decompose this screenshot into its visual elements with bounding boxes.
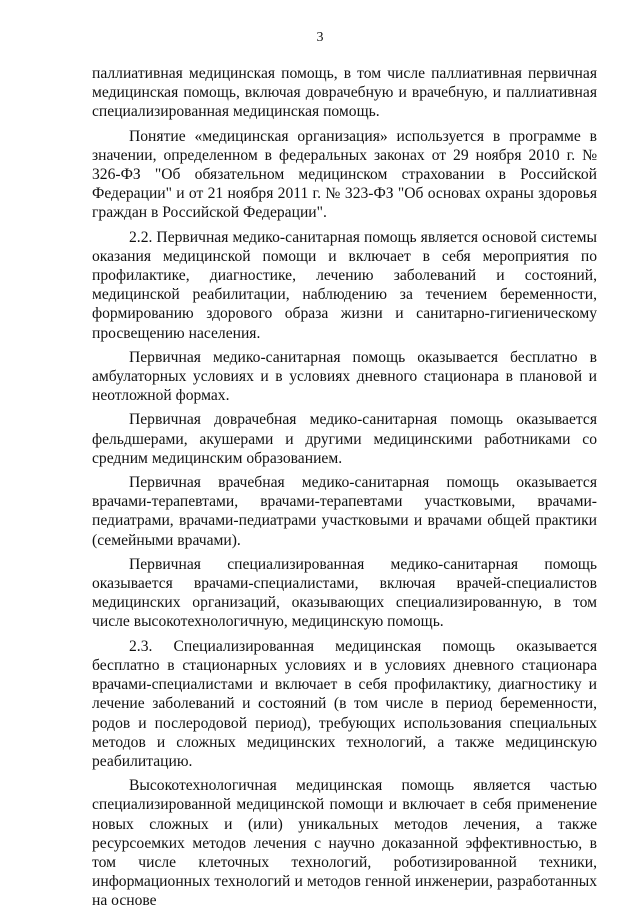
paragraph-pre-doctor-care: Первичная доврачебная медико-санитарная помощь оказывается фельдшерами, акушерами и другими медицинскими работниками со средним медицинским образованием.: [92, 411, 597, 467]
page-number: 3: [316, 30, 324, 45]
paragraph-specialized-primary-care: Первичная специализированная медико-санитарная помощь оказывается врачами-специалистами, включая врачей-специалистов медицинских организаций, оказывающих специализированную, в том числе высокотехнологичную, медицинскую помощь.: [92, 555, 597, 631]
paragraph-doctor-primary-care: Первичная врачебная медико-санитарная помощь оказывается врачами-терапевтами, врачами-терапевтами участковыми, врачами-педиатрами, врачами-педиатрами участковыми и врачами общей практики (семейными врачами).: [92, 474, 597, 549]
paragraph-high-tech-care: Высокотехнологичная медицинская помощь является частью специализированной медицинской помощи и включает в себя применение новых сложных и (или) уникальных методов лечения, а также ресурсоемких методов лечения с научно доказанной эффективностью, в том числе клеточных технологий, роботизированной техники, информационных технологий и методов генной инженерии, разработанных на основе: [92, 777, 597, 910]
paragraph-palliative-care: паллиативная медицинская помощь, в том числе паллиативная первичная медицинская помощь, включая доврачебную и врачебную, и паллиативная специализированная медицинская помощь.: [92, 65, 597, 121]
paragraph-primary-care-free: Первичная медико-санитарная помощь оказывается бесплатно в амбулаторных условиях и в условиях дневного стационара в плановой и неотложной формах.: [92, 348, 597, 405]
paragraph-specialized-care: 2.3. Специализированная медицинская помощь оказывается бесплатно в стационарных условиях и в условиях дневного стационара врачами-специалистами и включает в себя профилактику, диагностику и лечение заболеваний и состояний (в том числе в период беременности, родов и послеродовой период), требующих использования специальных методов и сложных медицинских технологий, а также медицинскую реабилитацию.: [92, 637, 597, 770]
paragraph-medical-organization-definition: Понятие «медицинская организация» используется в программе в значении, определенном в федеральных законах от 29 ноября 2010 г. № 326-ФЗ "Об обязательном медицинском страховании в Российской Федерации" и от 21 ноября 2011 г. № 323-ФЗ "Об основах охраны здоровья граждан в Российской Федерации".: [92, 127, 597, 222]
document-body: [92, 64, 597, 911]
paragraph-primary-care-basis: 2.2. Первичная медико-санитарная помощь является основой системы оказания медицинской помощи и включает в себя мероприятия по профилактике, диагностике, лечению заболеваний и состояний, медицинской реабилитации, наблюдению за течением беременности, формированию здорового образа жизни и санитарно-гигиеническому просвещению населения.: [92, 228, 597, 342]
